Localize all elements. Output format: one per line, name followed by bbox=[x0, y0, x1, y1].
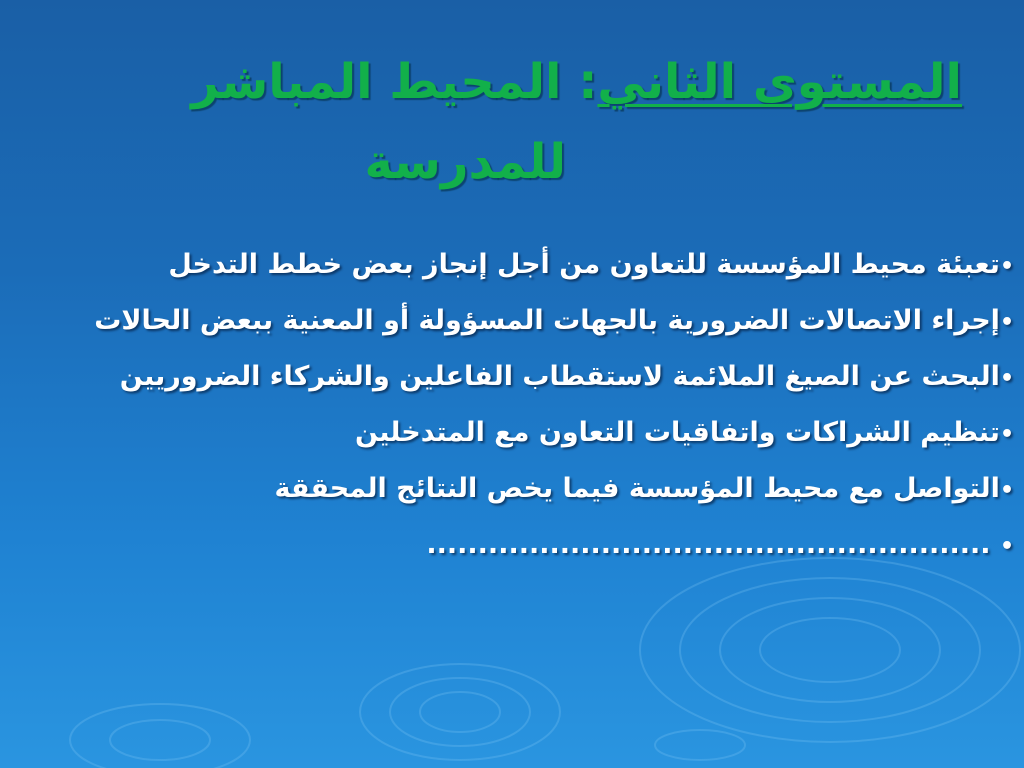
bullet-text: تنظيم الشراكات واتفاقيات التعاون مع المتدخلين bbox=[354, 417, 1000, 448]
bullet-text: ....................................................... bbox=[426, 529, 991, 560]
list-item bbox=[48, 350, 1014, 406]
bullet-icon: • bbox=[999, 366, 1014, 391]
list-item bbox=[48, 518, 1014, 574]
title-colon: : bbox=[578, 54, 598, 110]
bullet-text: إجراء الاتصالات الضرورية بالجهات المسؤولة أو المعنية ببعض الحالات bbox=[94, 305, 1000, 336]
bullet-icon: • bbox=[999, 422, 1014, 447]
bullet-icon: • bbox=[999, 254, 1014, 279]
bullet-icon: • bbox=[999, 534, 1014, 559]
title-subject: المحيط المباشر bbox=[191, 54, 562, 110]
list-item bbox=[48, 238, 1014, 294]
bullet-icon: • bbox=[999, 478, 1014, 503]
bullet-text: التواصل مع محيط المؤسسة فيما يخص النتائج المحققة bbox=[274, 473, 1000, 504]
bullet-list bbox=[48, 238, 1014, 574]
title-subject-continued: للمدرسة bbox=[364, 134, 566, 190]
bullet-text: تعبئة محيط المؤسسة للتعاون من أجل إنجاز بعض خطط التدخل bbox=[168, 249, 1000, 280]
list-item bbox=[48, 462, 1014, 518]
bullet-icon: • bbox=[999, 310, 1014, 335]
list-item bbox=[48, 294, 1014, 350]
list-item bbox=[48, 406, 1014, 462]
bullet-text: البحث عن الصيغ الملائمة لاستقطاب الفاعلين والشركاء الضروريين bbox=[119, 361, 1000, 392]
slide-title bbox=[62, 42, 962, 202]
title-level: المستوى الثاني bbox=[597, 54, 962, 110]
